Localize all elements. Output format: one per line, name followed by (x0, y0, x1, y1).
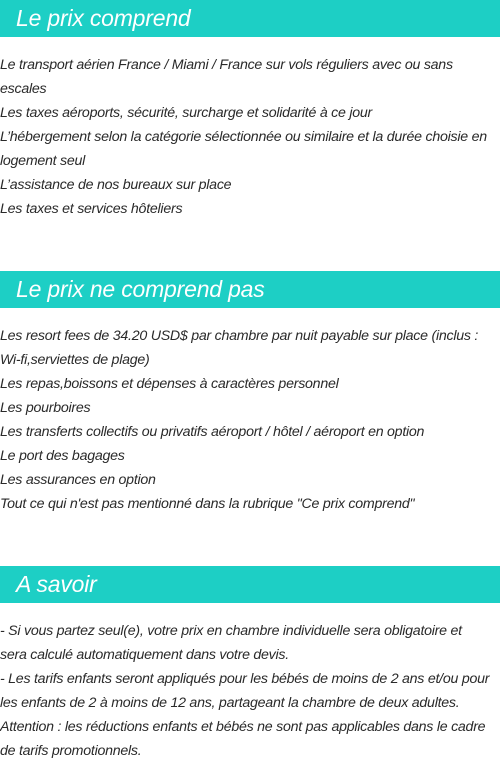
excluded-line: Le port des bagages (0, 448, 125, 464)
included-section (0, 0, 500, 221)
included-list (0, 53, 500, 221)
excluded-line: Les assurances en option (0, 472, 156, 488)
included-line: L’hébergement selon la catégorie sélectionnée ou similaire et la durée choisie en (0, 129, 487, 145)
included-line: Les taxes aéroports, sécurité, surcharge et solidarité à ce jour (0, 105, 372, 121)
included-line: L’assistance de nos bureaux sur place (0, 177, 232, 193)
good-to-know-line: sera calculé automatiquement dans votre devis. (0, 647, 289, 663)
excluded-list (0, 324, 500, 516)
excluded-line: Les transferts collectifs ou privatifs aéroport / hôtel / aéroport en option (0, 424, 425, 440)
excluded-section (0, 271, 500, 516)
good-to-know-list (0, 619, 500, 763)
good-to-know-line: les enfants de 2 à moins de 12 ans, partageant la chambre de deux adultes. (0, 695, 460, 711)
excluded-header (0, 271, 500, 308)
good-to-know-line: - Les tarifs enfants seront appliqués pour les bébés de moins de 2 ans et/ou pour (0, 671, 490, 687)
excluded-line: Les resort fees de 34.20 USD$ par chambre par nuit payable sur place (inclus : (0, 328, 479, 344)
included-line: Les taxes et services hôteliers (0, 201, 183, 217)
included-line: escales (0, 81, 47, 97)
excluded-line: Les pourboires (0, 400, 91, 416)
included-title: Le prix comprend (16, 5, 191, 31)
included-line: logement seul (0, 153, 86, 169)
excluded-line: Les repas,boissons et dépenses à caractères personnel (0, 376, 339, 392)
included-line: Le transport aérien France / Miami / France sur vols réguliers avec ou sans (0, 57, 453, 73)
good-to-know-title: A savoir (16, 571, 97, 597)
excluded-line: Tout ce qui n'est pas mentionné dans la rubrique "Ce prix comprend" (0, 496, 415, 512)
good-to-know-line: - Si vous partez seul(e), votre prix en chambre individuelle sera obligatoire et (0, 623, 462, 639)
good-to-know-line: de tarifs promotionnels. (0, 743, 142, 759)
excluded-title: Le prix ne comprend pas (16, 276, 265, 302)
good-to-know-header (0, 566, 500, 603)
excluded-line: Wi-fi,serviettes de plage) (0, 352, 150, 368)
good-to-know-section (0, 566, 500, 763)
good-to-know-line: Attention : les réductions enfants et bébés ne sont pas applicables dans le cadre (0, 719, 486, 735)
included-header (0, 0, 500, 37)
